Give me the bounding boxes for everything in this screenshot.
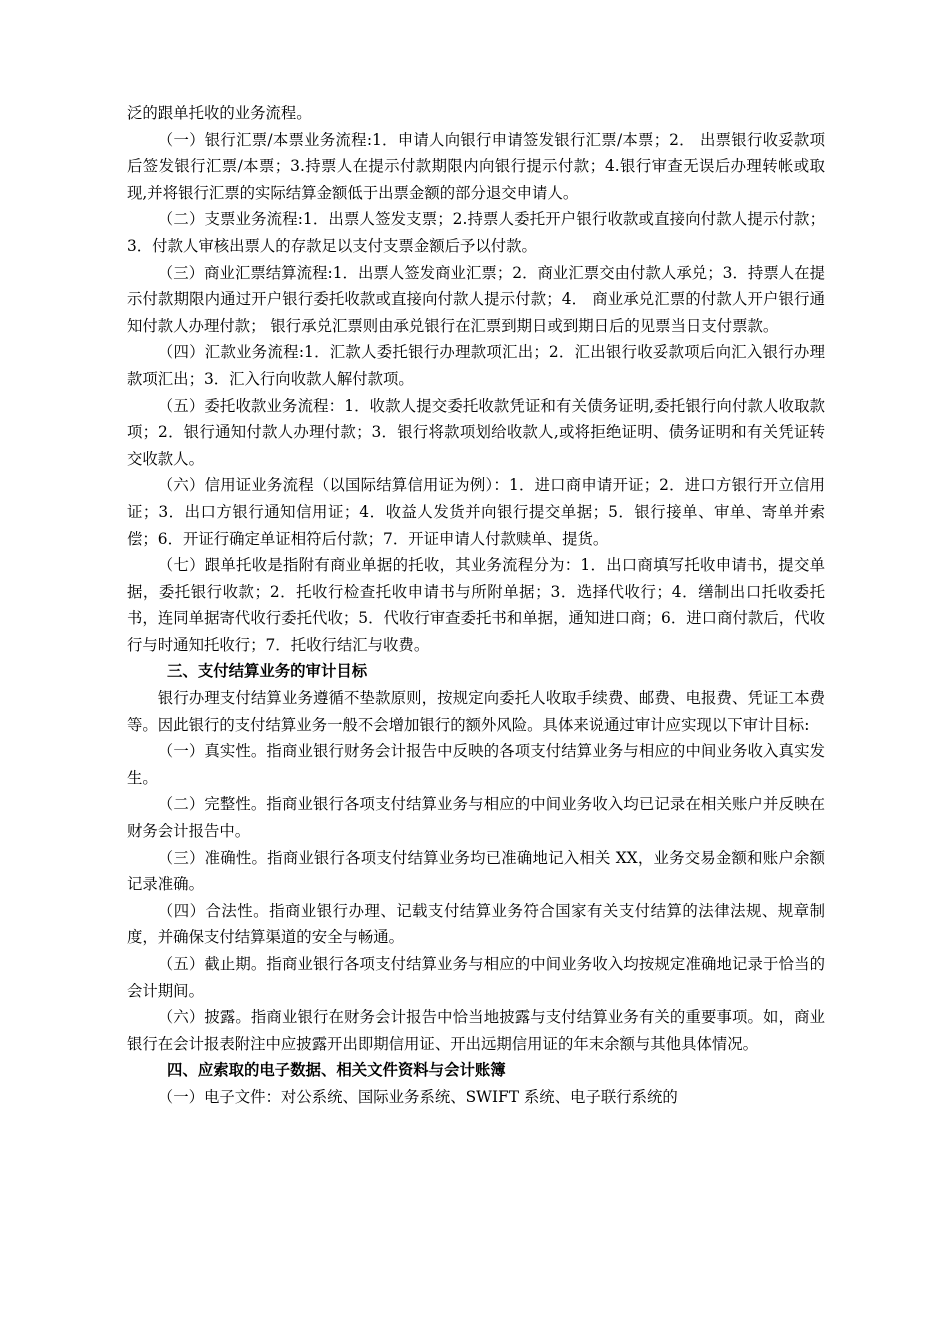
paragraph-letter-of-credit-flow: （六）信用证业务流程（以国际结算信用证为例）：1．进口商申请开证；2．进口方银行开立信用证；3．出口方银行通知信用证；4．收益人发货并向银行提交单据；5．银行接单、审单、寄单并索偿；6．开证行确定单证相符后付款；7．开证申请人付款赎单、提货。 (127, 476, 825, 548)
paragraph-disclosure: （六）披露。指商业银行在财务会计报告中恰当地披露与支付结算业务有关的重要事项。如，商业银行在会计报表附注中应披露开出即期信用证、开出远期信用证的年末余额与其他具体情况。 (127, 1008, 825, 1053)
paragraph-authenticity: （一）真实性。指商业银行财务会计报告中反映的各项支付结算业务与相应的中间业务收入真实发生。 (127, 742, 825, 787)
section-heading-audit-objectives: 三、支付结算业务的审计目标 (167, 662, 368, 681)
section-heading-materials: 四、应索取的电子数据、相关文件资料与会计账簿 (167, 1061, 506, 1080)
paragraph-commercial-draft-flow: （三）商业汇票结算流程:1．出票人签发商业汇票；2．商业汇票交由付款人承兑；3．持票人在提示付款期限内通过开户银行委托收款或直接向付款人提示付款；4． 商业承兑汇票的付款人开户银行通知付款人办理付款； 银行承兑汇票则由承兑银行在汇票到期日或到期日后的见票当日支付票款。 (127, 263, 825, 335)
paragraph-audit-intro: 银行办理支付结算业务遵循不垫款原则，按规定向委托人收取手续费、邮费、电报费、凭证工本费等。因此银行的支付结算业务一般不会增加银行的额外风险。具体来说通过审计应实现以下审计目标: (127, 689, 825, 734)
document-page (127, 100, 825, 1111)
paragraph-remittance-flow: （四）汇款业务流程:1．汇款人委托银行办理款项汇出；2．汇出银行收妥款项后向汇入银行办理款项汇出；3．汇入行向收款人解付款项。 (127, 343, 825, 388)
paragraph-accuracy: （三）准确性。指商业银行各项支付结算业务均已准确地记入相关 XX，业务交易金额和账户余额记录准确。 (127, 848, 825, 894)
paragraph-cutoff: （五）截止期。指商业银行各项支付结算业务与相应的中间业务收入均按规定准确地记录于恰当的会计期间。 (127, 955, 825, 1000)
paragraph-continuation: 泛的跟单托收的业务流程。 (127, 104, 312, 122)
paragraph-bank-draft-flow: （一）银行汇票/本票业务流程:1．申请人向银行申请签发银行汇票/本票；2． 出票银行收妥款项后签发银行汇票/本票；3.持票人在提示付款期限内向银行提示付款；4.银行审查无误后办理转帐或取现,并将银行汇票的实际结算金额低于出票金额的部分退交申请人。 (127, 130, 825, 202)
paragraph-cheque-flow: （二）支票业务流程:1．出票人签发支票；2.持票人委托开户银行收款或直接向付款人提示付款；3．付款人审核出票人的存款足以支付支票金额后予以付款。 (127, 210, 825, 255)
paragraph-completeness: （二）完整性。指商业银行各项支付结算业务与相应的中间业务收入均已记录在相关账户并反映在财务会计报告中。 (127, 795, 825, 841)
paragraph-documentary-collection-flow: （七）跟单托收是指附有商业单据的托收，其业务流程分为：1．出口商填写托收申请书，提交单据，委托银行收款；2．托收行检查托收申请书与所附单据；3．选择代收行；4．缮制出口托收委托书，连同单据寄代收行委托代收；5．代收行审查委托书和单据，通知进口商；6．进口商付款后，代收行与时通知托收行；7．托收行结汇与收费。 (127, 556, 825, 654)
paragraph-electronic-files: （一）电子文件：对公系统、国际业务系统、SWIFT 系统、电子联行系统的 (157, 1087, 678, 1106)
paragraph-collection-flow: （五）委托收款业务流程：1．收款人提交委托收款凭证和有关债务证明,委托银行向付款人收取款项；2．银行通知付款人办理付款；3．银行将款项划给收款人,或将拒绝证明、债务证明和有关凭证转交收款人。 (127, 396, 825, 468)
paragraph-legality: （四）合法性。指商业银行办理、记载支付结算业务符合国家有关支付结算的法律法规、规章制度，并确保支付结算渠道的安全与畅通。 (127, 901, 825, 947)
